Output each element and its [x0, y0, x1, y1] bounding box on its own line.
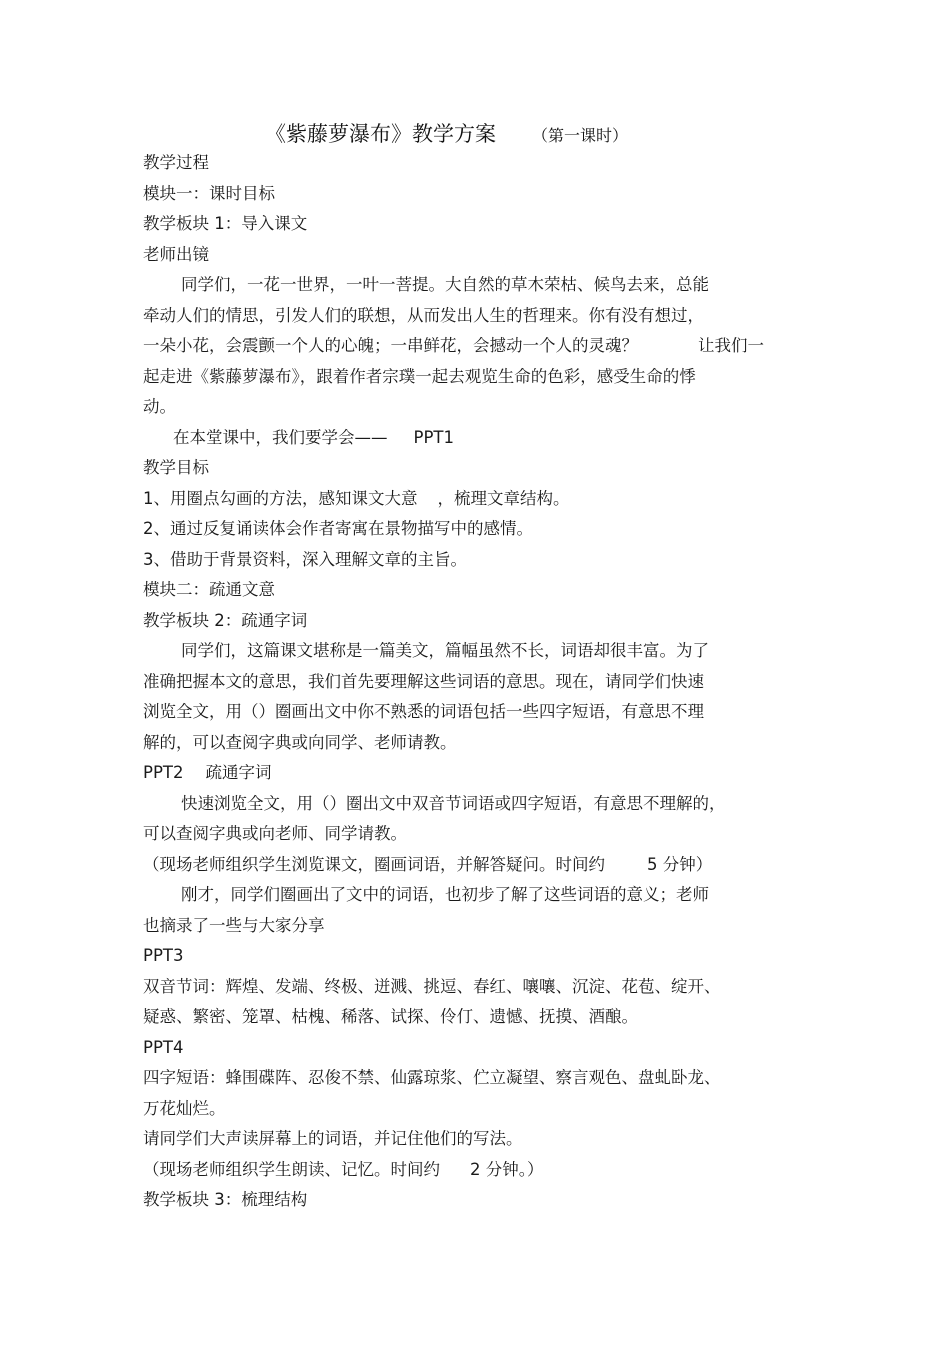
paragraph-line: 动。: [143, 397, 176, 416]
heading: 教学板块 1：导入课文: [143, 214, 308, 233]
paragraph-line: 同学们，一花一世界，一叶一菩提。大自然的草木荣枯、候鸟去来，总能: [181, 275, 709, 294]
vocab-line: 四字短语：蜂围碟阵、忍俊不禁、仙露琼浆、伫立凝望、察言观色、盘虬卧龙、: [143, 1068, 721, 1087]
heading: 老师出镜: [143, 244, 209, 264]
paragraph-line: 在本堂课中，我们要学会—— PPT1: [173, 427, 454, 447]
paragraph-line: 起走进《紫藤萝瀑布》，跟着作者宗璞一起去观览生命的色彩，感受生命的悸: [143, 366, 696, 386]
paragraph-line: 准确把握本文的意思，我们首先要理解这些词语的意思。现在，请同学们快速: [143, 671, 704, 691]
vocab-line: 疑惑、繁密、笼罩、枯槐、稀落、试探、伶仃、遗憾、抚摸、酒酿。: [143, 1007, 638, 1026]
heading: 模块二：疏通文意: [143, 580, 275, 599]
ppt-label: PPT3: [143, 946, 184, 965]
note-line: （现场老师组织学生浏览课文，圈画词语，并解答疑问。时间约 5 分钟）: [143, 854, 713, 874]
paragraph-line: 也摘录了一些与大家分享: [143, 915, 325, 935]
document-body: [143, 148, 823, 1216]
ppt-label: PPT2 疏通字词: [143, 763, 272, 782]
vocab-line: 万花灿烂。: [143, 1098, 226, 1118]
title-lesson-note: （第一课时）: [532, 126, 629, 145]
paragraph-line: 解的，可以查阅字典或向同学、老师请教。: [143, 732, 457, 752]
paragraph-line: 一朵小花，会震颤一个人的心魄；一串鲜花，会撼动一个人的灵魂？ 让我们一: [143, 336, 764, 355]
heading: 教学板块 3：梳理结构: [143, 1190, 308, 1209]
paragraph-line: 牵动人们的情思，引发人们的联想，从而发出人生的哲理来。你有没有想过，: [143, 305, 704, 325]
heading: 教学板块 2：疏通字词: [143, 610, 308, 630]
note-line: （现场老师组织学生朗读、记忆。时间约 2 分钟。）: [143, 1159, 544, 1179]
list-item: 2、通过反复诵读体会作者寄寓在景物描写中的感情。: [143, 519, 533, 538]
vocab-line: 双音节词：辉煌、发端、终极、迸溅、挑逗、春红、嚷嚷、沉淀、花苞、绽开、: [143, 976, 721, 996]
list-item: 1、用圈点勾画的方法，感知课文大意 ，梳理文章结构。: [143, 488, 570, 508]
paragraph-line: 浏览全文，用（）圈画出文中你不熟悉的词语包括一些四字短语，有意思不理: [143, 702, 704, 721]
heading: 教学过程: [143, 153, 209, 172]
heading: 模块一：课时目标: [143, 183, 275, 203]
paragraph-line: 可以查阅字典或向老师、同学请教。: [143, 824, 407, 843]
heading: 教学目标: [143, 458, 209, 477]
paragraph-line: 请同学们大声读屏幕上的词语，并记住他们的写法。: [143, 1129, 523, 1148]
paragraph-line: 同学们，这篇课文堪称是一篇美文，篇幅虽然不长，词语却很丰富。为了: [181, 641, 709, 660]
list-item: 3、借助于背景资料，深入理解文章的主旨。: [143, 549, 467, 569]
document-title: [265, 118, 628, 148]
paragraph-line: 快速浏览全文，用（）圈出文中双音节词语或四字短语，有意思不理解的，: [181, 793, 726, 813]
paragraph-line: 刚才，同学们圈画出了文中的词语，也初步了解了这些词语的意义；老师: [181, 885, 709, 904]
ppt-label: PPT4: [143, 1037, 184, 1057]
title-text: 《紫藤萝瀑布》教学方案: [265, 122, 496, 146]
